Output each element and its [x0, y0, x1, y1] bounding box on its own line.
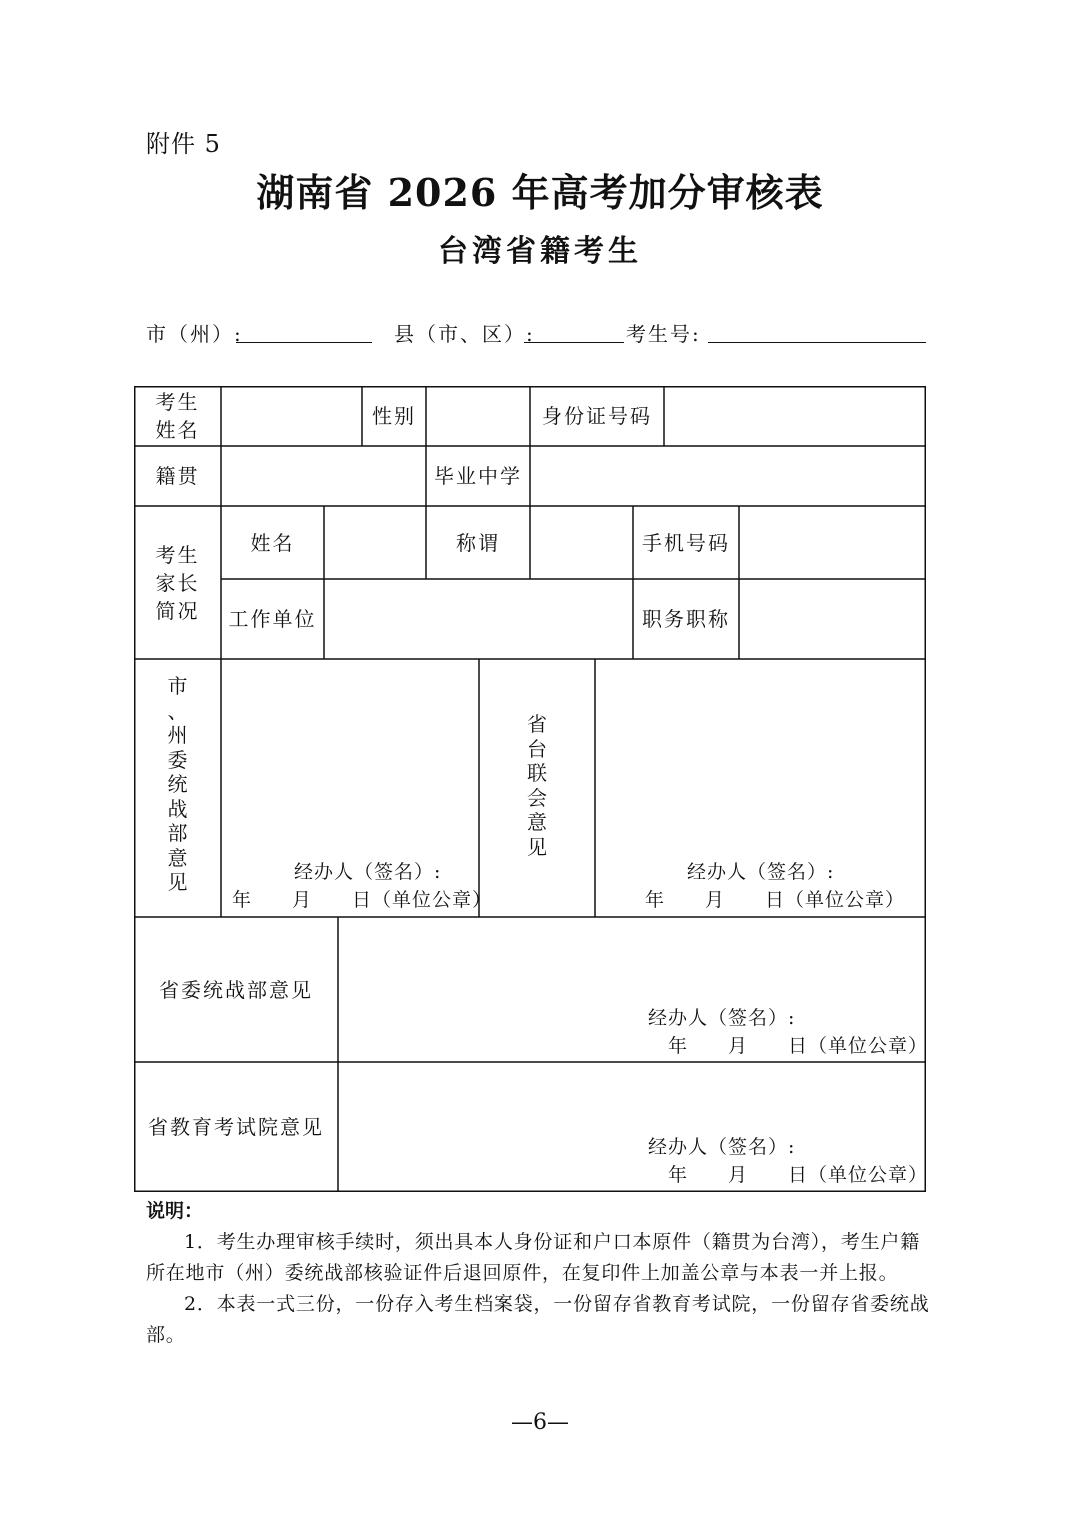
student-name-field[interactable] [221, 386, 362, 446]
city-dept-signer: 经办人（签名）: [294, 861, 442, 883]
exam-institute-date-seal: 年 月 日（单位公章） [668, 1164, 929, 1186]
gender-label: 性别 [372, 404, 416, 428]
parent-name-field[interactable] [324, 506, 426, 579]
city-dept-date-seal: 年 月 日（单位公章） [232, 889, 493, 911]
notes-heading: 说明： [146, 1200, 204, 1222]
id-number-field[interactable] [664, 386, 926, 446]
provincial-dept-opinion-label: 省委统战部意见 [159, 977, 313, 1002]
provincial-dept-date-seal: 年 月 日（单位公章） [668, 1035, 929, 1057]
page-subtitle: 台湾省籍考生 [438, 234, 642, 269]
phone-field[interactable] [739, 506, 926, 579]
note-item: 2．本表一式三份，一份存入考生档案袋，一份留存省教育考试院，一份留存省委统战部。 [146, 1293, 930, 1346]
city-dept-opinion-field[interactable] [221, 659, 479, 849]
parent-name-label: 姓名 [250, 530, 295, 555]
work-unit-label: 工作单位 [228, 607, 317, 631]
phone-label: 手机号码 [642, 530, 730, 555]
review-form-table [134, 386, 929, 1192]
attachment-label: 附件 5 [146, 130, 221, 158]
native-place-field[interactable] [221, 446, 426, 506]
school-field[interactable] [530, 446, 926, 506]
id-number-label: 身份证号码 [542, 404, 652, 428]
city-label: 市（州）: [146, 322, 243, 346]
gender-field[interactable] [426, 386, 530, 446]
job-title-field[interactable] [739, 579, 926, 659]
taiwan-assoc-opinion-label: 省 台 联 会 意 见 [527, 712, 547, 859]
taiwan-assoc-signer: 经办人（签名）: [687, 861, 835, 883]
county-label: 县（市、区）: [394, 322, 535, 346]
exam-institute-opinion-label: 省教育考试院意见 [148, 1115, 324, 1139]
provincial-dept-signer: 经办人（签名）: [648, 1007, 796, 1029]
student-name-label: 考生 姓名 [155, 390, 200, 442]
page-title: 湖南省 2026 年高考加分审核表 [256, 170, 824, 215]
exam-institute-signer: 经办人（签名）: [648, 1136, 796, 1158]
relation-label: 称谓 [456, 530, 500, 555]
provincial-dept-opinion-field[interactable] [338, 917, 926, 997]
exam-institute-opinion-field[interactable] [338, 1062, 926, 1126]
taiwan-assoc-opinion-field[interactable] [595, 659, 926, 849]
work-unit-field[interactable] [324, 579, 633, 659]
exam-no-label: 考生号: [626, 322, 701, 346]
exam-no-field[interactable] [708, 342, 926, 343]
city-field[interactable] [236, 342, 372, 343]
job-title-label: 职务职称 [642, 607, 730, 631]
notes-section [146, 1196, 938, 1351]
note-item: 1．考生办理审核手续时，须出具本人身份证和户口本原件（籍贯为台湾），考生户籍所在地市（州）委统战部核验证件后退回原件，在复印件上加盖公章与本表一并上报。 [146, 1231, 920, 1284]
city-dept-opinion-label: 市 、 州 委 统 战 部 意 见 [167, 674, 188, 894]
county-field[interactable] [524, 342, 624, 343]
parent-section-label: 考生 家长 简况 [155, 542, 200, 623]
taiwan-assoc-date-seal: 年 月 日（单位公章） [645, 889, 906, 911]
page-number: —6— [511, 1410, 569, 1435]
school-label: 毕业中学 [434, 464, 522, 488]
relation-field[interactable] [530, 506, 633, 579]
native-place-label: 籍贯 [155, 464, 200, 488]
